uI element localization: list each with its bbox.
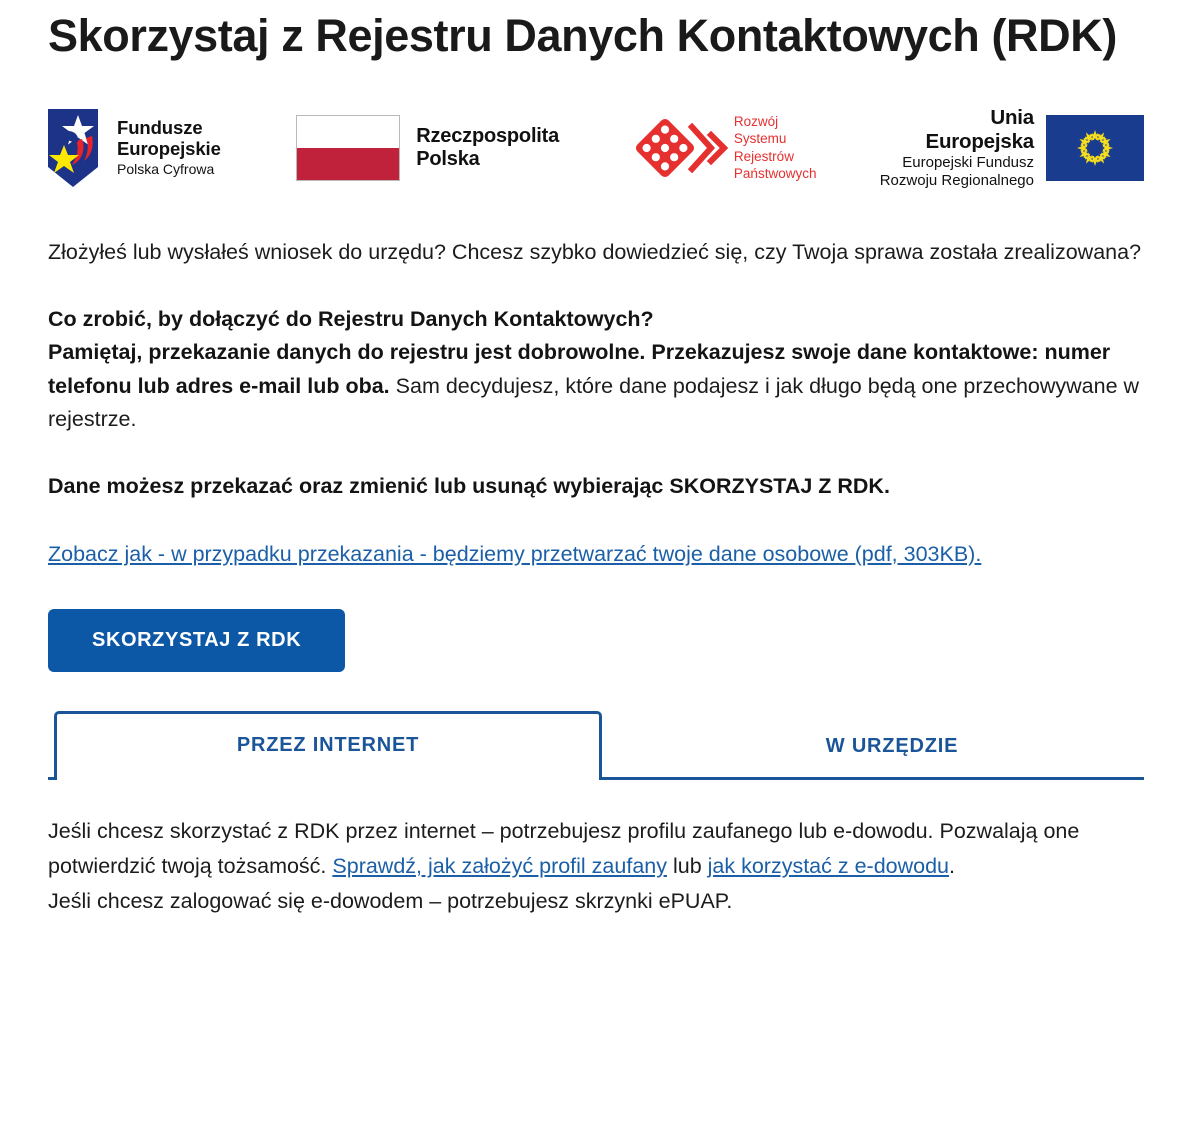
instructions-normal-text: Sam decydujesz, które dane podajesz i jak długo będą one przechowywane w rejestrze. bbox=[48, 373, 1140, 432]
ue-line-3: Rozwoju Regionalnego bbox=[879, 171, 1034, 189]
intro-paragraph: Złożyłeś lub wysłałeś wniosek do urzędu? Chcesz szybko dowiedzieć się, czy Twoja sprawa została zrealizowana? bbox=[48, 239, 1142, 264]
tab-panel-paragraph-1 bbox=[48, 814, 1144, 884]
fe-line-3: Polska Cyfrowa bbox=[117, 161, 215, 178]
instructions-bold-text: Pamiętaj, przekazanie danych do rejestru jest dobrowolne. Przekazujesz swoje dane kontaktowe: numer telefonu lub adres e-mail lub oba. bbox=[48, 340, 1111, 398]
eu-funding-logo-strip bbox=[48, 102, 1144, 194]
polish-flag-icon bbox=[296, 115, 400, 181]
tab-w-urzedzie[interactable]: W URZĘDZIE bbox=[825, 735, 959, 758]
rsrp-line-4: Państwowych bbox=[733, 166, 817, 182]
logo-fundusze-europejskie bbox=[48, 109, 296, 187]
logo-unia-europejska-text bbox=[878, 106, 1034, 190]
change-data-paragraph bbox=[48, 470, 1144, 503]
tab-panel-text-2: lub bbox=[666, 853, 708, 878]
tab-przez-internet[interactable]: PRZEZ INTERNET bbox=[54, 711, 602, 780]
logo-rsrp bbox=[632, 113, 878, 183]
tab-panel-paragraph-2: Jeśli chcesz zalogować się e-dowodem – potrzebujesz skrzynki ePUAP. bbox=[48, 888, 733, 913]
flag-red-band bbox=[297, 148, 399, 180]
rp-line-1: Rzeczpospolita bbox=[416, 124, 560, 147]
logo-rzeczpospolita-polska bbox=[296, 115, 632, 181]
logo-unia-europejska bbox=[878, 106, 1144, 190]
privacy-pdf-link[interactable]: Zobacz jak - w przypadku przekazania - będziemy przetwarzać twoje dane osobowe (pdf, 303KB). bbox=[48, 541, 982, 566]
article-body bbox=[48, 236, 1144, 919]
tab-panel-przez-internet bbox=[48, 814, 1144, 918]
logo-rzeczpospolita-polska-text bbox=[416, 125, 559, 171]
instructions-heading: Co zrobić, by dołączyć do Rejestru Danych Kontaktowych? bbox=[48, 307, 654, 332]
profil-zaufany-link[interactable]: Sprawdź, jak założyć profil zaufany bbox=[332, 853, 667, 878]
rp-line-2: Polska bbox=[416, 147, 480, 170]
rsrp-line-2: Systemu bbox=[733, 131, 787, 147]
privacy-pdf-paragraph bbox=[48, 538, 1144, 571]
instructions-paragraph bbox=[48, 303, 1144, 436]
tab-panel-text-1: Jeśli chcesz skorzystać z RDK przez internet – potrzebujesz profilu zaufanego lub e-dowodu. Pozwalają one potwierdzić twoją tożsamość. bbox=[48, 818, 1080, 878]
rsrp-line-1: Rozwój bbox=[733, 113, 779, 129]
cta-row bbox=[48, 609, 1144, 672]
page-title: Skorzystaj z Rejestru Danych Kontaktowych (RDK) bbox=[48, 10, 1117, 61]
rsrp-line-3: Rejestrów bbox=[733, 148, 794, 164]
logo-fundusze-europejskie-text bbox=[117, 117, 221, 178]
fundusze-europejskie-stars-mark bbox=[48, 109, 106, 187]
e-dowod-link[interactable]: jak korzystać z e-dowodu bbox=[707, 853, 950, 878]
european-union-flag-icon bbox=[1046, 115, 1144, 181]
logo-rsrp-text bbox=[734, 113, 817, 183]
tabs-bar bbox=[48, 714, 1144, 780]
fe-line-2: Europejskie bbox=[117, 138, 221, 160]
ue-line-1: Unia Europejska bbox=[925, 105, 1034, 154]
ue-line-2: Europejski Fundusz bbox=[902, 154, 1034, 172]
skorzystaj-z-rdk-button[interactable]: SKORZYSTAJ Z RDK bbox=[48, 609, 345, 672]
tab-panel-text-3: . bbox=[949, 853, 955, 878]
flag-white-band bbox=[297, 116, 399, 148]
rsrp-diamond-chevron-mark bbox=[632, 115, 728, 181]
change-data-bold-text: Dane możesz przekazać oraz zmienić lub usunąć wybierając SKORZYSTAJ Z RDK. bbox=[48, 474, 890, 499]
fe-line-1: Fundusze bbox=[117, 117, 203, 139]
